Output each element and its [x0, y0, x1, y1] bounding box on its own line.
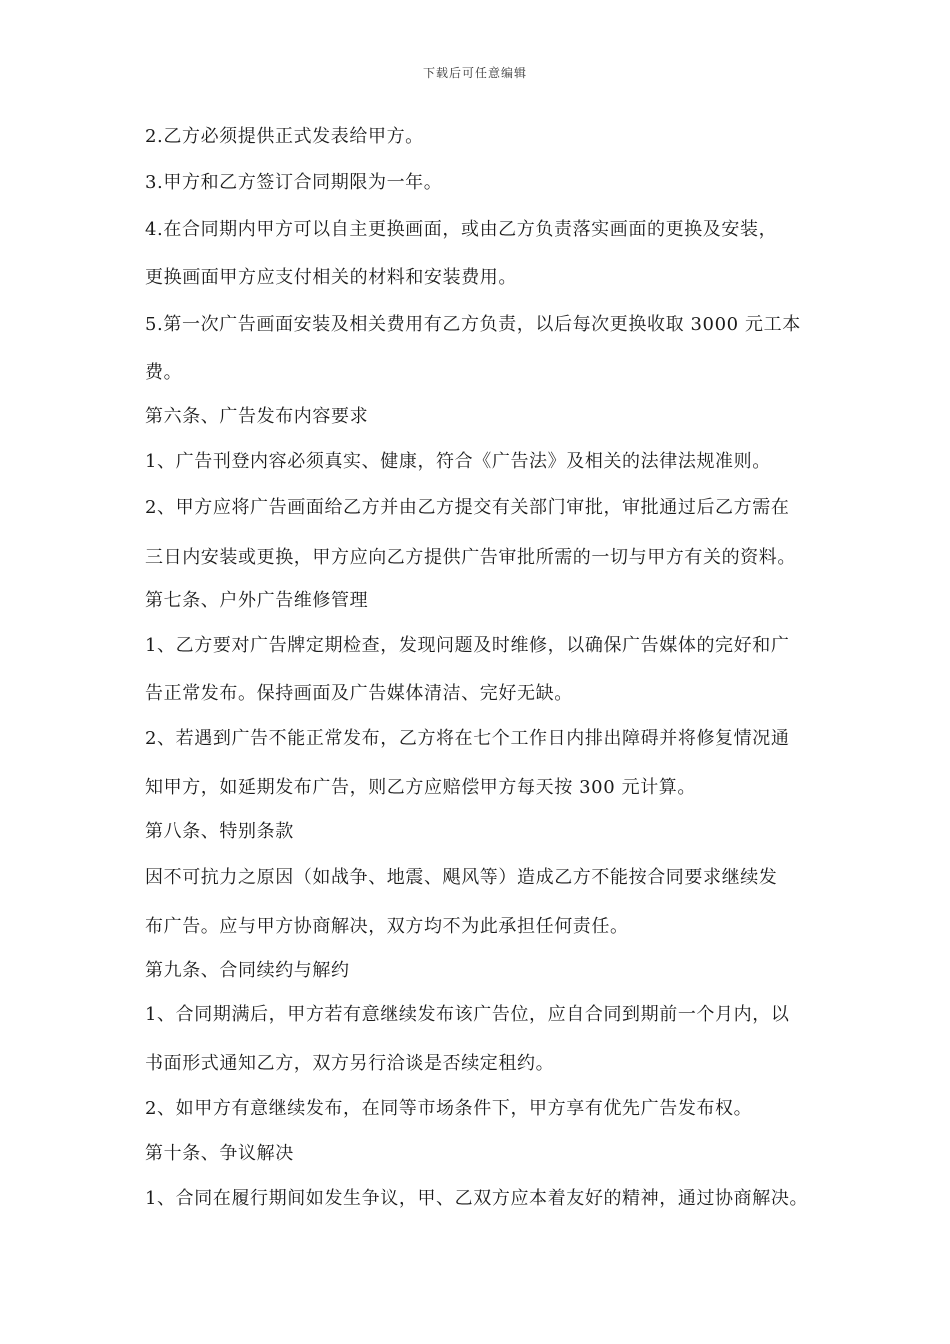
paragraph-line: 3.甲方和乙方签订合同期限为一年。	[145, 172, 443, 193]
section-heading: 第九条、合同续约与解约	[145, 960, 350, 981]
paragraph-line: 书面形式通知乙方，双方另行洽谈是否续定租约。	[145, 1053, 555, 1074]
paragraph-line: 告正常发布。保持画面及广告媒体清洁、完好无缺。	[145, 683, 573, 704]
paragraph-line: 5.第一次广告画面安装及相关费用有乙方负责，以后每次更换收取 3000 元工本	[145, 314, 801, 335]
paragraph-line: 因不可抗力之原因（如战争、地震、飓风等）造成乙方不能按合同要求继续发	[145, 867, 778, 888]
paragraph-line: 2、如甲方有意继续发布，在同等市场条件下，甲方享有优先广告发布权。	[145, 1098, 753, 1119]
paragraph-line: 4.在合同期内甲方可以自主更换画面，或由乙方负责落实画面的更换及安装，	[145, 219, 778, 240]
paragraph-line: 2.乙方必须提供正式发表给甲方。	[145, 126, 424, 147]
paragraph-line: 1、乙方要对广告牌定期检查，发现问题及时维修，以确保广告媒体的完好和广	[145, 635, 790, 656]
section-heading: 第八条、特别条款	[145, 821, 294, 842]
paragraph-line: 费。	[145, 362, 183, 383]
paragraph-line: 知甲方，如延期发布广告，则乙方应赔偿甲方每天按 300 元计算。	[145, 777, 696, 798]
page-header: 下载后可任意编辑	[422, 66, 527, 80]
section-heading: 第七条、户外广告维修管理	[145, 590, 369, 611]
paragraph-line: 更换画面甲方应支付相关的材料和安装费用。	[145, 267, 517, 288]
paragraph-line: 1、合同期满后，甲方若有意继续发布该广告位，应自合同到期前一个月内，以	[145, 1004, 790, 1025]
paragraph-line: 布广告。应与甲方协商解决，双方均不为此承担任何责任。	[145, 916, 629, 937]
paragraph-line: 2、若遇到广告不能正常发布，乙方将在七个工作日内排出障碍并将修复情况通	[145, 728, 790, 749]
paragraph-line: 1、广告刊登内容必须真实、健康，符合《广告法》及相关的法律法规准则。	[145, 451, 771, 472]
section-heading: 第六条、广告发布内容要求	[145, 406, 369, 427]
section-heading: 第十条、争议解决	[145, 1143, 294, 1164]
paragraph-line: 2、甲方应将广告画面给乙方并由乙方提交有关部门审批，审批通过后乙方需在	[145, 497, 790, 518]
paragraph-line: 1、合同在履行期间如发生争议，甲、乙双方应本着友好的精神，通过协商解决。	[145, 1188, 809, 1209]
paragraph-line: 三日内安装或更换，甲方应向乙方提供广告审批所需的一切与甲方有关的资料。	[145, 547, 796, 568]
